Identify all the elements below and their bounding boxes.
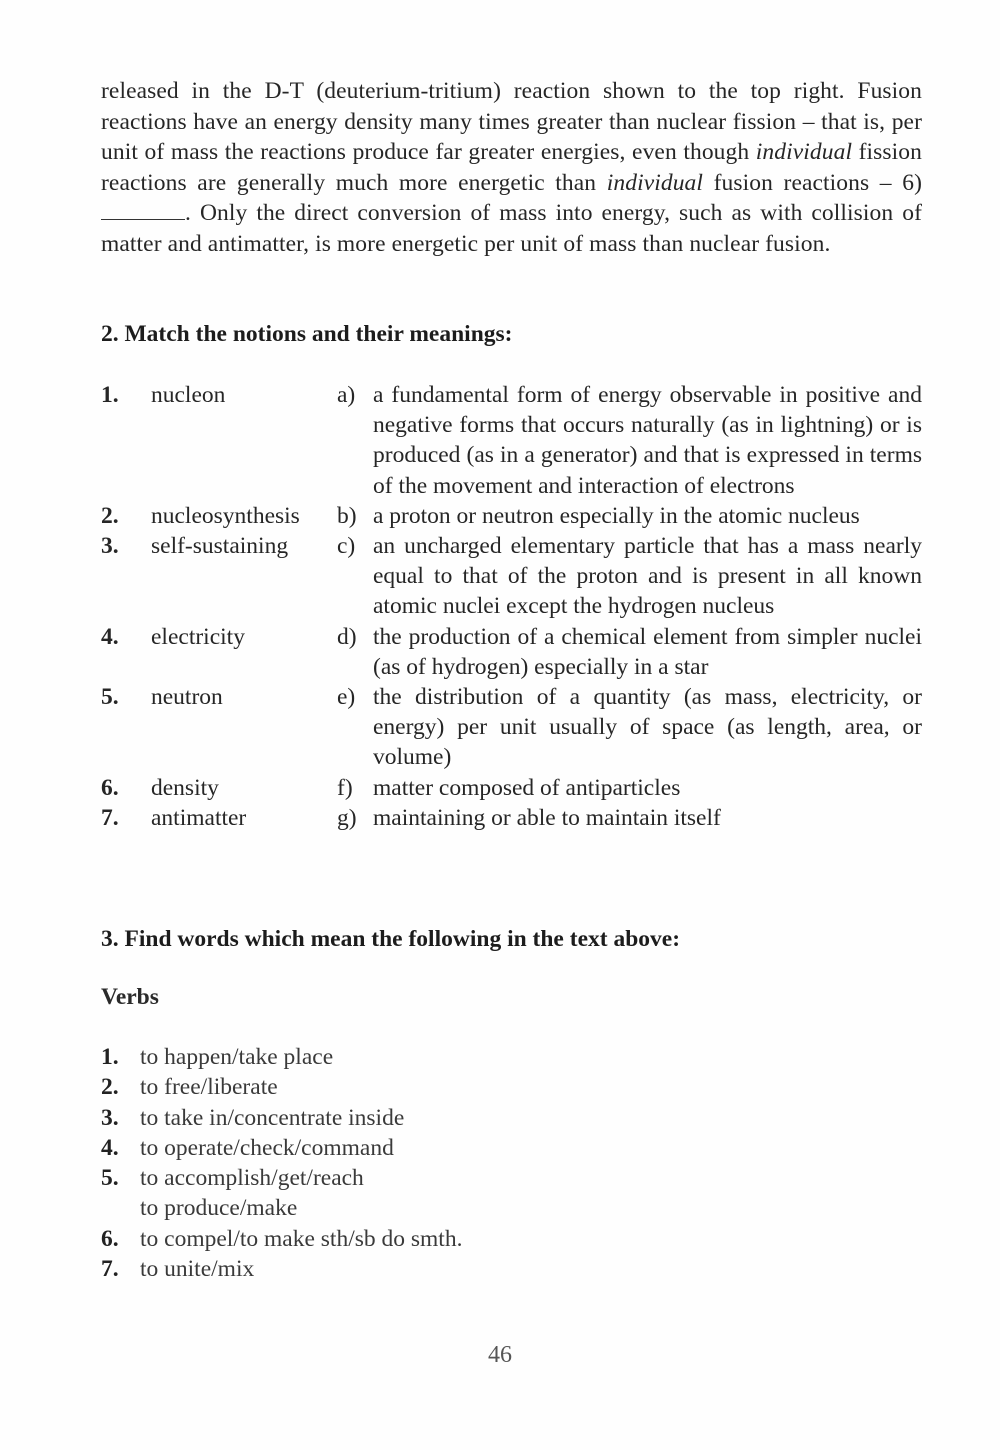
notion-term: electricity <box>151 623 245 650</box>
notion-term: density <box>151 774 219 801</box>
item-number <box>101 1193 140 1223</box>
item-number: 6. <box>101 1225 119 1252</box>
intro-paragraph <box>101 76 922 259</box>
definition-letter: a) <box>337 382 356 408</box>
item-number: 2. <box>101 1074 119 1101</box>
fill-in-blank-6[interactable] <box>101 201 185 220</box>
notion-term: nucleon <box>151 382 226 408</box>
intro-text: released in the D-T (deuterium-tritium) reaction shown to the top right. Fusion reactions have an energy density many times greater than nuclear fission – that is, per unit of mass the reactions produce far greater energies, even though <box>101 78 922 165</box>
list-item <box>101 1042 462 1072</box>
item-number: 5. <box>101 1165 119 1192</box>
list-item <box>101 1133 462 1163</box>
item-number: 1. <box>101 1044 119 1070</box>
item-text: to take in/concentrate inside <box>140 1104 405 1131</box>
list-item <box>101 1254 462 1284</box>
definition-text: maintaining or able to maintain itself <box>373 804 721 831</box>
item-text: to happen/take place <box>140 1044 334 1070</box>
document-page <box>101 76 922 1283</box>
definition-text: an uncharged elementary particle that has a mass nearly equal to that of the proton and is present in all known atomic nuclei except the hydrogen nucleus <box>373 533 922 620</box>
definition-text: a fundamental form of energy observable in positive and negative forms that occurs naturally (as in lightning) or is produced (as in a generator) and that is expressed in terms of the movement and interaction of electrons <box>373 382 922 499</box>
match-row <box>101 531 922 622</box>
notion-term: antimatter <box>151 804 247 831</box>
definition-letter: e) <box>337 684 356 711</box>
intro-text: . Only the direct conversion of mass into energy, such as with collision of matter and antimatter, is more energetic per unit of mass than nuclear fusion. <box>101 200 922 257</box>
item-number: 5. <box>101 684 119 711</box>
item-number: 7. <box>101 1256 119 1283</box>
item-text: to produce/make <box>140 1195 298 1222</box>
page-number: 46 <box>488 1342 512 1368</box>
definition-letter: d) <box>337 623 357 650</box>
matching-table <box>101 380 922 833</box>
definition-text: the production of a chemical element from simpler nuclei (as of hydrogen) especially in a star <box>373 623 922 680</box>
match-row <box>101 803 922 833</box>
list-item <box>101 1103 462 1133</box>
notion-term: nucleosynthesis <box>151 502 300 529</box>
item-text: to accomplish/get/reach <box>140 1165 364 1192</box>
match-row <box>101 501 922 531</box>
match-row <box>101 682 922 773</box>
definition-letter: f) <box>337 774 353 801</box>
item-text: to compel/to make sth/sb do smth. <box>140 1225 463 1252</box>
item-number: 6. <box>101 774 119 801</box>
definition-text: the distribution of a quantity (as mass, electricity, or energy) per unit usually of space (as length, area, or volume) <box>373 684 922 771</box>
verbs-subheading: Verbs <box>101 984 159 1010</box>
item-number: 3. <box>101 533 119 560</box>
list-item <box>101 1072 462 1102</box>
exercise-2-heading: 2. Match the notions and their meanings: <box>101 321 513 347</box>
match-row <box>101 380 922 501</box>
intro-text: fusion reactions – 6) <box>703 169 922 196</box>
item-number: 2. <box>101 502 119 529</box>
definition-letter: g) <box>337 804 357 831</box>
verbs-list <box>101 1042 462 1284</box>
notion-term: neutron <box>151 684 223 711</box>
item-number: 4. <box>101 623 119 650</box>
list-item <box>101 1193 462 1223</box>
item-number: 4. <box>101 1134 119 1161</box>
definition-text: a proton or neutron especially in the atomic nucleus <box>373 502 860 529</box>
notion-term: self-sustaining <box>151 533 289 560</box>
item-number: 7. <box>101 804 119 831</box>
match-row <box>101 773 922 803</box>
definition-letter: c) <box>337 533 356 560</box>
item-text: to unite/mix <box>140 1256 255 1283</box>
match-row <box>101 622 922 682</box>
item-number: 3. <box>101 1104 119 1131</box>
list-item <box>101 1163 462 1193</box>
exercise-3-heading: 3. Find words which mean the following in the text above: <box>101 926 681 952</box>
italic-word: individual <box>755 139 853 165</box>
item-text: to free/liberate <box>140 1074 278 1101</box>
list-item <box>101 1224 462 1254</box>
definition-text: matter composed of antiparticles <box>373 774 681 801</box>
item-text: to operate/check/command <box>140 1134 394 1161</box>
item-number: 1. <box>101 382 119 408</box>
intro-text: fission reactions are generally much more energetic than <box>101 139 922 196</box>
definition-letter: b) <box>337 502 357 529</box>
italic-word: individual <box>606 169 704 196</box>
